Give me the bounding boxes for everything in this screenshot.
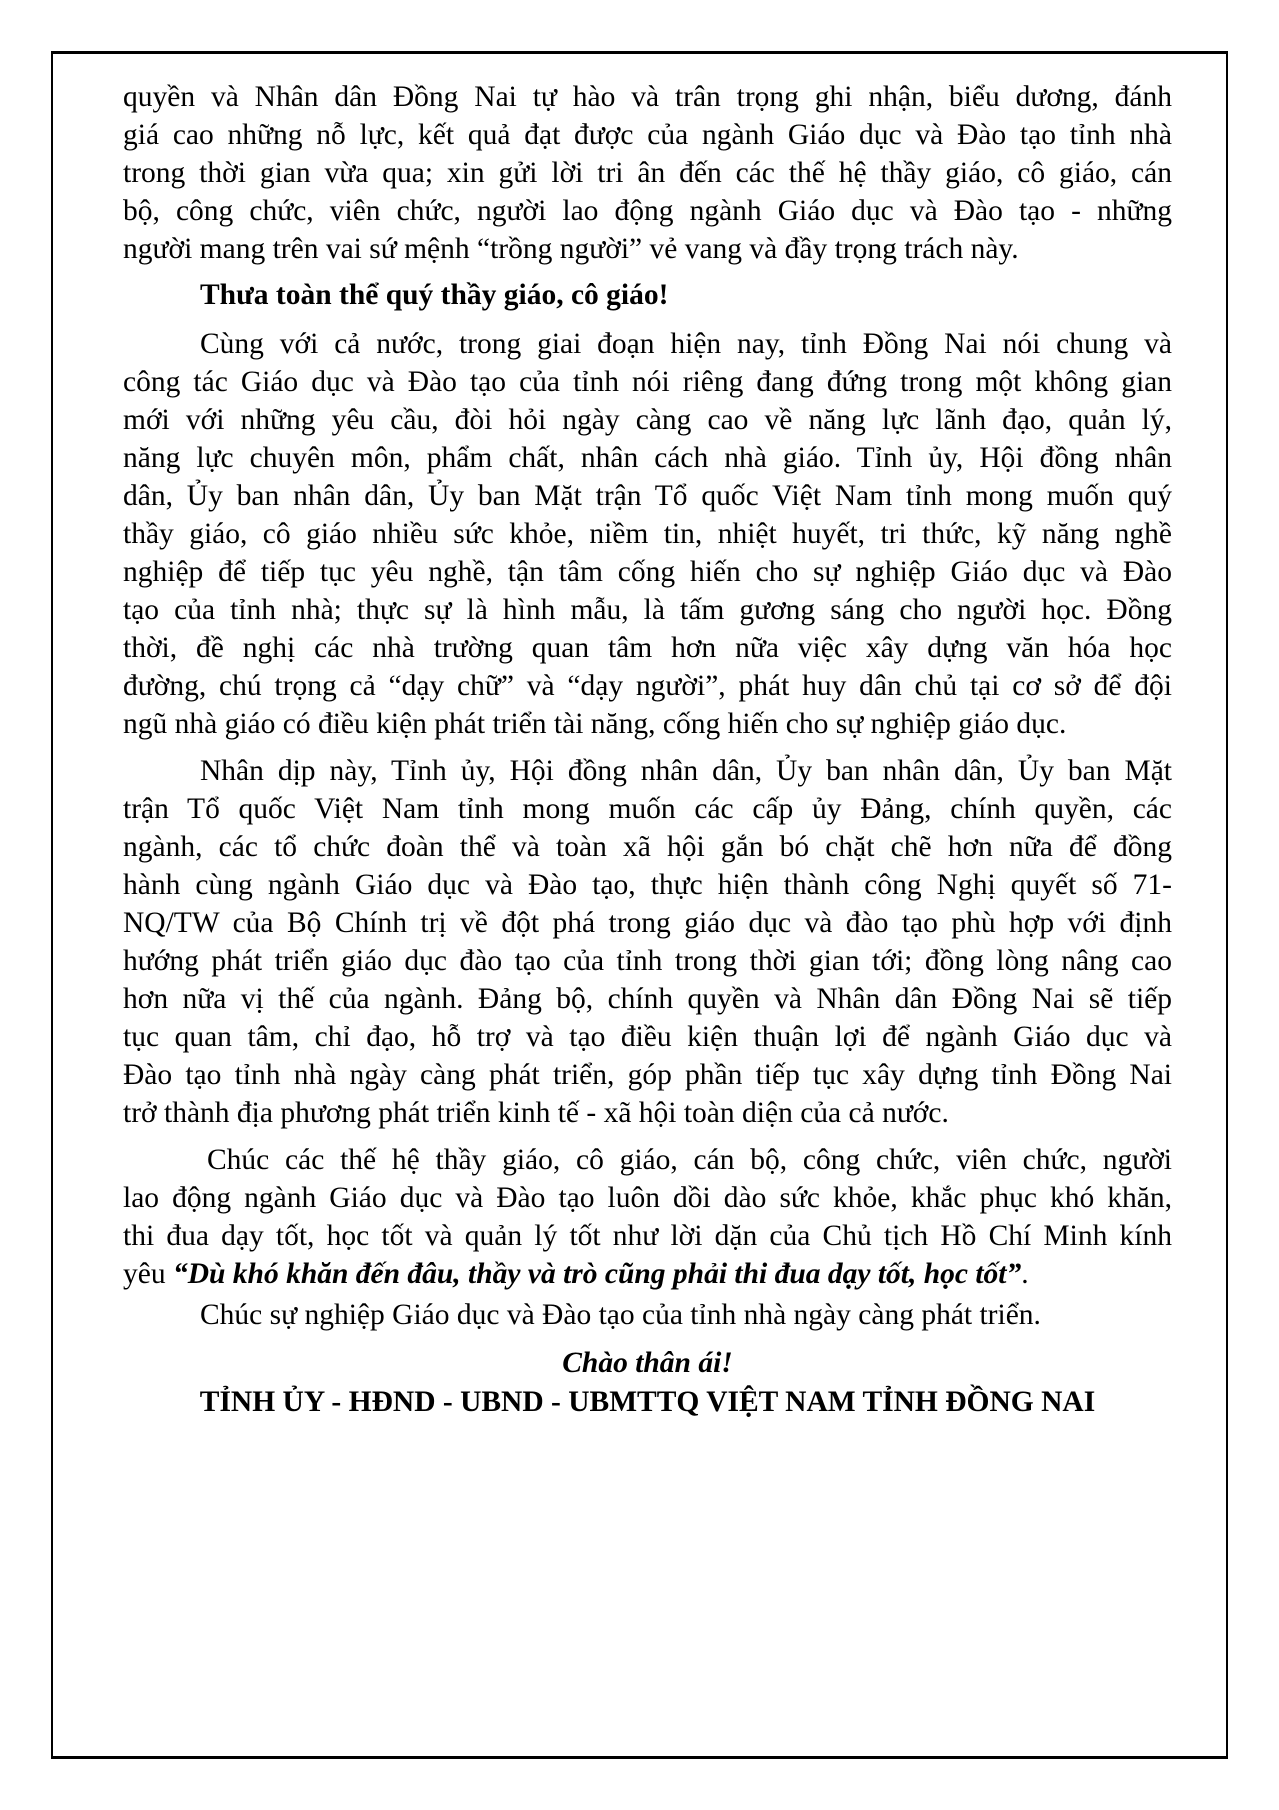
paragraph-2-line: dân, Ủy ban nhân dân, Ủy ban Mặt trận Tổ quốc Việt Nam tỉnh mong muốn quý bbox=[123, 480, 1172, 512]
paragraph-3-line: tục quan tâm, chỉ đạo, hỗ trợ và tạo điều kiện thuận lợi để ngành Giáo dục và bbox=[123, 1021, 1172, 1053]
paragraph-2-line: tạo của tỉnh nhà; thực sự là hình mẫu, là tấm gương sáng cho người học. Đồng bbox=[123, 594, 1172, 626]
paragraph-2-line: thời, đề nghị các nhà trường quan tâm hơn nữa việc xây dựng văn hóa học bbox=[123, 632, 1172, 664]
paragraph-3-line: trận Tổ quốc Việt Nam tỉnh mong muốn các cấp ủy Đảng, chính quyền, các bbox=[123, 793, 1172, 825]
paragraph-4-last-line bbox=[123, 1255, 1172, 1293]
ho-chi-minh-quote: “Dù khó khăn đến đâu, thầy và trò cũng phải thi đua dạy tốt, học tốt” bbox=[172, 1258, 1022, 1290]
paragraph-4-line: Chúc các thế hệ thầy giáo, cô giáo, cán bộ, công chức, viên chức, người bbox=[207, 1144, 1172, 1176]
paragraph-1-line: người mang trên vai sứ mệnh “trồng người” vẻ vang và đầy trọng trách này. bbox=[123, 233, 1019, 265]
salutation-heading: Thưa toàn thể quý thầy giáo, cô giáo! bbox=[200, 279, 669, 311]
paragraph-3-line: NQ/TW của Bộ Chính trị về đột phá trong giáo dục và đào tạo phù hợp với định bbox=[123, 907, 1172, 939]
paragraph-3-line: ngành, các tổ chức đoàn thể và toàn xã hội gắn bó chặt chẽ hơn nữa để đồng bbox=[123, 831, 1172, 863]
paragraph-2-line: ngũ nhà giáo có điều kiện phát triển tài năng, cống hiến cho sự nghiệp giáo dục. bbox=[123, 708, 1067, 740]
paragraph-3-line: Đào tạo tỉnh nhà ngày càng phát triển, góp phần tiếp tục xây dựng tỉnh Đồng Nai bbox=[123, 1059, 1172, 1091]
paragraph-4-line: lao động ngành Giáo dục và Đào tạo luôn dồi dào sức khỏe, khắc phục khó khăn, bbox=[123, 1182, 1172, 1214]
paragraph-4-prefix: yêu bbox=[123, 1258, 173, 1290]
paragraph-2-line: đường, chú trọng cả “dạy chữ” và “dạy người”, phát huy dân chủ tại cơ sở để đội bbox=[123, 670, 1172, 702]
paragraph-2-line: mới với những yêu cầu, đòi hỏi ngày càng cao về năng lực lãnh đạo, quản lý, bbox=[123, 404, 1172, 436]
paragraph-3-line: trở thành địa phương phát triển kinh tế - xã hội toàn diện của cả nước. bbox=[123, 1097, 949, 1129]
paragraph-1-line: bộ, công chức, viên chức, người lao động ngành Giáo dục và Đào tạo - những bbox=[123, 195, 1172, 227]
paragraph-2-line: Cùng với cả nước, trong giai đoạn hiện nay, tỉnh Đồng Nai nói chung và bbox=[200, 328, 1172, 360]
paragraph-1-line: trong thời gian vừa qua; xin gửi lời tri ân đến các thế hệ thầy giáo, cô giáo, cán bbox=[123, 157, 1172, 189]
paragraph-2-line: năng lực chuyên môn, phẩm chất, nhân cách nhà giáo. Tỉnh ủy, Hội đồng nhân bbox=[123, 442, 1172, 474]
paragraph-4-line: thi đua dạy tốt, học tốt và quản lý tốt như lời dặn của Chủ tịch Hồ Chí Minh kính bbox=[123, 1220, 1172, 1252]
quote-period: . bbox=[1021, 1258, 1029, 1290]
paragraph-2-line: công tác Giáo dục và Đào tạo của tỉnh nói riêng đang đứng trong một không gian bbox=[123, 366, 1172, 398]
signature-organizations: TỈNH ỦY - HĐND - UBND - UBMTTQ VIỆT NAM TỈNH ĐỒNG NAI bbox=[199, 1386, 1096, 1418]
paragraph-2-line: nghiệp để tiếp tục yêu nghề, tận tâm cống hiến cho sự nghiệp Giáo dục và Đào bbox=[123, 556, 1172, 588]
closing-wish: Chúc sự nghiệp Giáo dục và Đào tạo của tỉnh nhà ngày càng phát triển. bbox=[200, 1299, 1041, 1331]
paragraph-2-line: thầy giáo, cô giáo nhiều sức khỏe, niềm tin, nhiệt huyết, tri thức, kỹ năng nghề bbox=[123, 518, 1172, 550]
paragraph-1-line: quyền và Nhân dân Đồng Nai tự hào và trân trọng ghi nhận, biểu dương, đánh bbox=[123, 81, 1172, 113]
closing-greeting: Chào thân ái! bbox=[562, 1347, 733, 1379]
paragraph-3-line: Nhân dịp này, Tỉnh ủy, Hội đồng nhân dân, Ủy ban nhân dân, Ủy ban Mặt bbox=[200, 755, 1172, 787]
paragraph-1-line: giá cao những nỗ lực, kết quả đạt được của ngành Giáo dục và Đào tạo tỉnh nhà bbox=[123, 119, 1172, 151]
paragraph-3-line: hành cùng ngành Giáo dục và Đào tạo, thực hiện thành công Nghị quyết số 71- bbox=[123, 869, 1172, 901]
paragraph-3-line: hơn nữa vị thế của ngành. Đảng bộ, chính quyền và Nhân dân Đồng Nai sẽ tiếp bbox=[123, 983, 1172, 1015]
paragraph-3-line: hướng phát triển giáo dục đào tạo của tỉnh trong thời gian tới; đồng lòng nâng cao bbox=[123, 945, 1172, 977]
